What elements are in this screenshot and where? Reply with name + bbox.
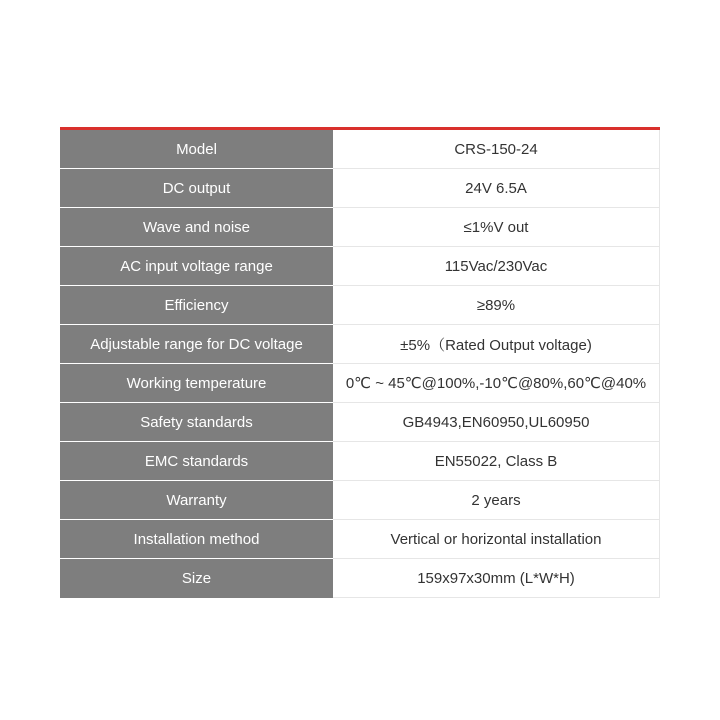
spec-table [60, 127, 660, 598]
spec-value: Vertical or horizontal installation [333, 520, 660, 559]
spec-value: 2 years [333, 481, 660, 520]
spec-value: 159x97x30mm (L*W*H) [333, 559, 660, 598]
spec-value: GB4943,EN60950,UL60950 [333, 403, 660, 442]
spec-label: DC output [60, 169, 333, 208]
spec-row-working-temperature [60, 364, 660, 403]
spec-label: Adjustable range for DC voltage [60, 325, 333, 364]
spec-label: EMC standards [60, 442, 333, 481]
spec-row-adjustable-range [60, 325, 660, 364]
spec-value: 24V 6.5A [333, 169, 660, 208]
spec-value: 115Vac/230Vac [333, 247, 660, 286]
spec-row-size [60, 559, 660, 598]
spec-row-efficiency [60, 286, 660, 325]
spec-row-ac-input [60, 247, 660, 286]
spec-value: CRS-150-24 [333, 130, 660, 169]
spec-row-model [60, 130, 660, 169]
spec-row-wave-noise [60, 208, 660, 247]
spec-label: Installation method [60, 520, 333, 559]
spec-row-warranty [60, 481, 660, 520]
spec-row-safety-standards [60, 403, 660, 442]
spec-label: Size [60, 559, 333, 598]
spec-row-emc-standards [60, 442, 660, 481]
spec-value: ≤1%V out [333, 208, 660, 247]
spec-label: Model [60, 130, 333, 169]
spec-label: Efficiency [60, 286, 333, 325]
spec-label: Warranty [60, 481, 333, 520]
spec-label: Working temperature [60, 364, 333, 403]
spec-value: EN55022, Class B [333, 442, 660, 481]
spec-value: ±5%（Rated Output voltage) [333, 325, 660, 364]
spec-value: ≥89% [333, 286, 660, 325]
spec-label: AC input voltage range [60, 247, 333, 286]
spec-label: Safety standards [60, 403, 333, 442]
spec-value: 0℃ ~ 45℃@100%,-10℃@80%,60℃@40% [333, 364, 660, 403]
spec-row-installation-method [60, 520, 660, 559]
spec-label: Wave and noise [60, 208, 333, 247]
spec-row-dc-output [60, 169, 660, 208]
